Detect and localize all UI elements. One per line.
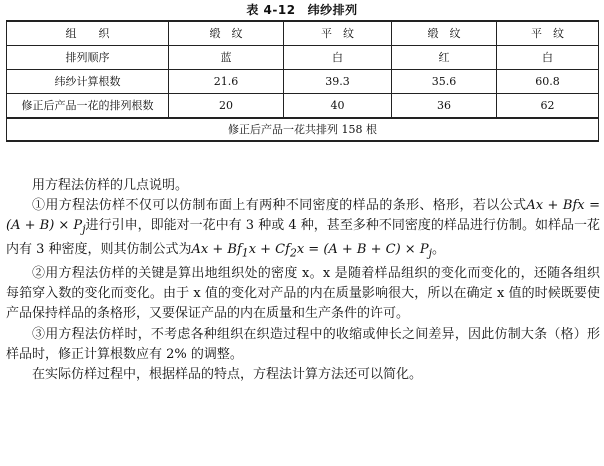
- table-cell: 白: [284, 46, 392, 70]
- row-label: 修正后产品一花的排列根数: [7, 94, 169, 119]
- header-cell: 平 纹: [284, 21, 392, 46]
- table-total-row: [7, 118, 599, 141]
- formula-extended: $Ax + Bf_1x + Cf_2x = (A + B + C) \times P_j$: [191, 242, 432, 260]
- table-header-row: [7, 21, 599, 46]
- header-cell: 平 纹: [497, 21, 599, 46]
- table-cell: 40: [284, 94, 392, 119]
- body-text: [6, 176, 600, 385]
- table-cell: 21.6: [169, 70, 284, 94]
- table-caption-label: 表 4-12: [246, 3, 296, 17]
- table-cell: 蓝: [169, 46, 284, 70]
- paragraph-intro: 用方程法仿样的几点说明。: [32, 178, 189, 193]
- table-total: 修正后产品一花共排列 158 根: [7, 118, 599, 141]
- row-label: 纬纱计算根数: [7, 70, 169, 94]
- table-cell: 35.6: [392, 70, 497, 94]
- table-row: [7, 70, 599, 94]
- table-cell: 20: [169, 94, 284, 119]
- table-row: [7, 46, 599, 70]
- table-caption: [0, 2, 604, 18]
- row-label: 排列顺序: [7, 46, 169, 70]
- note-1-text-a: ①用方程法仿样不仅可以仿制布面上有两种不同密度的样品的条形、格形，若以公式: [32, 198, 527, 214]
- header-cell: 缎 纹: [392, 21, 497, 46]
- table-cell: 36: [392, 94, 497, 119]
- header-cell: 缎 纹: [169, 21, 284, 46]
- paragraph-note-3: ③用方程法仿样时，不考虑各种组织在织造过程中的收缩或伸长之间差异，因此仿制大条（格）形样品时，修正计算根数应有 2% 的调整。: [6, 326, 600, 362]
- note-1-text-c: 。: [431, 242, 445, 258]
- table-cell: 62: [497, 94, 599, 119]
- note-1-text-b: 进行引申，即能对一花中有 3 种或 4 种，甚至多种不同密度的样品进行仿制。如样品一花内有 3 种密度，则其仿制公式为: [6, 218, 600, 258]
- formula-basic: Ax + Bfx = $(A + B) \times P_j$: [6, 198, 600, 236]
- table-cell: 60.8: [497, 70, 599, 94]
- paragraph-note-1: [6, 196, 600, 264]
- paragraph-note-2: ②用方程法仿样的关键是算出地组织处的密度 x。x 是随着样品组织的变化而变化的，还随各组织每筘穿入数的变化而变化。由于 x 值的变化对产品的内在质量影响很大，所以在确定 x 值的时候既要使产品保持样品的条格形，又要保证产品的内在质量和生产条件的许可。: [6, 266, 600, 322]
- weft-arrangement-table: [6, 20, 599, 142]
- table-cell: 39.3: [284, 70, 392, 94]
- paragraph-closing: 在实际仿样过程中，根据样品的特点，方程法计算方法还可以简化。: [32, 367, 423, 383]
- table-cell: 红: [392, 46, 497, 70]
- table-cell: 白: [497, 46, 599, 70]
- table-row: [7, 94, 599, 119]
- table-caption-title: 纬纱排列: [307, 3, 358, 17]
- header-cell: 组 织: [7, 21, 169, 46]
